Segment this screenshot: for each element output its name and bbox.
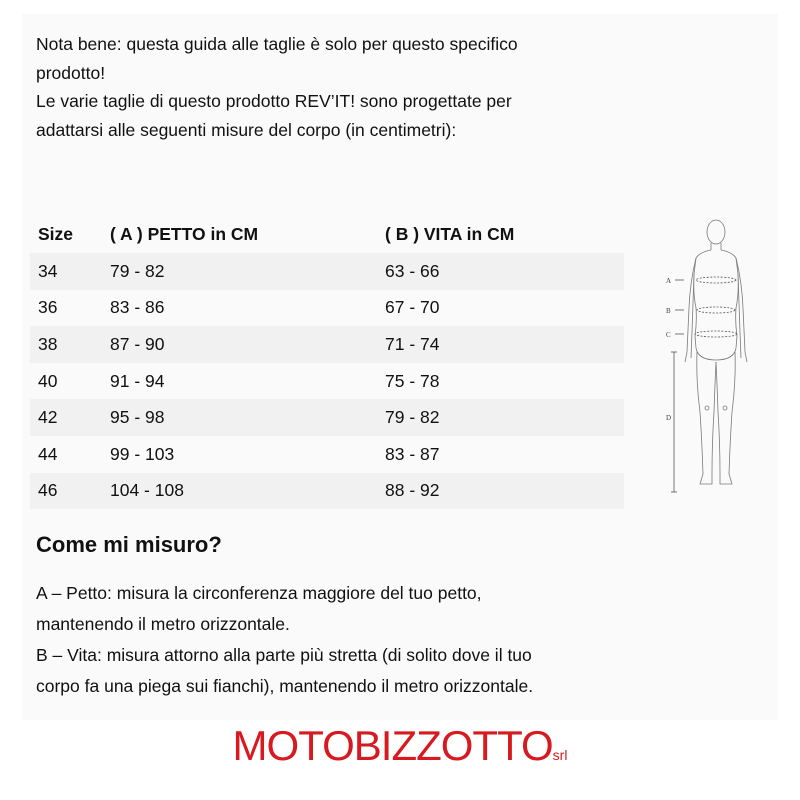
table-header-row [30, 216, 624, 253]
table-row [30, 436, 624, 473]
cell-size: 46 [30, 473, 102, 510]
howto-line: A – Petto: misura la circonferenza maggiore del tuo petto, [36, 583, 482, 603]
table-row [30, 253, 624, 290]
cell-size: 38 [30, 326, 102, 363]
cell-size: 34 [30, 253, 102, 290]
table-row [30, 473, 624, 510]
label-c: C [666, 331, 671, 339]
howto-line: corpo fa una piega sui fianchi), mantenendo il metro orizzontale. [36, 676, 534, 696]
cell-petto: 79 - 82 [102, 253, 377, 290]
howto-heading: Come mi misuro? [36, 532, 222, 557]
table-row [30, 290, 624, 327]
howto-text [36, 578, 656, 702]
cell-vita: 75 - 78 [377, 363, 624, 400]
label-d: D [666, 414, 672, 422]
header-size: Size [38, 224, 74, 244]
intro-line: prodotto! [36, 62, 106, 83]
header-vita: ( B ) VITA in CM [385, 224, 515, 244]
intro-line: adattarsi alle seguenti misure del corpo (in centimetri): [36, 119, 457, 140]
intro-line: Nota bene: questa guida alle taglie è solo per questo specifico [36, 34, 518, 54]
cell-vita: 67 - 70 [377, 290, 624, 327]
cell-vita: 79 - 82 [377, 399, 624, 436]
table-row [30, 399, 624, 436]
intro-line: Le varie taglie di questo prodotto REV’IT! sono progettate per [36, 91, 512, 111]
cell-size: 44 [30, 436, 102, 473]
cell-petto: 95 - 98 [102, 399, 377, 436]
howto-line: B – Vita: misura attorno alla parte più stretta (di solito dove il tuo [36, 645, 532, 665]
table-row [30, 363, 624, 400]
header-petto: ( A ) PETTO in CM [110, 224, 259, 244]
cell-vita: 88 - 92 [377, 473, 624, 510]
howto-line: mantenendo il metro orizzontale. [36, 614, 290, 634]
table-row [30, 326, 624, 363]
size-table [30, 216, 624, 509]
cell-petto: 87 - 90 [102, 326, 377, 363]
label-b: B [666, 307, 671, 315]
brand-name: MOTOBIZZOTTO [232, 722, 553, 769]
cell-petto: 83 - 86 [102, 290, 377, 327]
body-measurement-figure-icon [660, 212, 760, 502]
cell-petto: 91 - 94 [102, 363, 377, 400]
cell-vita: 71 - 74 [377, 326, 624, 363]
intro-text [36, 30, 636, 144]
cell-vita: 83 - 87 [377, 436, 624, 473]
cell-petto: 99 - 103 [102, 436, 377, 473]
brand-suffix: srl [552, 747, 568, 763]
label-a: A [666, 277, 672, 285]
cell-vita: 63 - 66 [377, 253, 624, 290]
cell-size: 40 [30, 363, 102, 400]
cell-size: 42 [30, 399, 102, 436]
brand-logo [0, 722, 800, 770]
cell-petto: 104 - 108 [102, 473, 377, 510]
cell-size: 36 [30, 290, 102, 327]
